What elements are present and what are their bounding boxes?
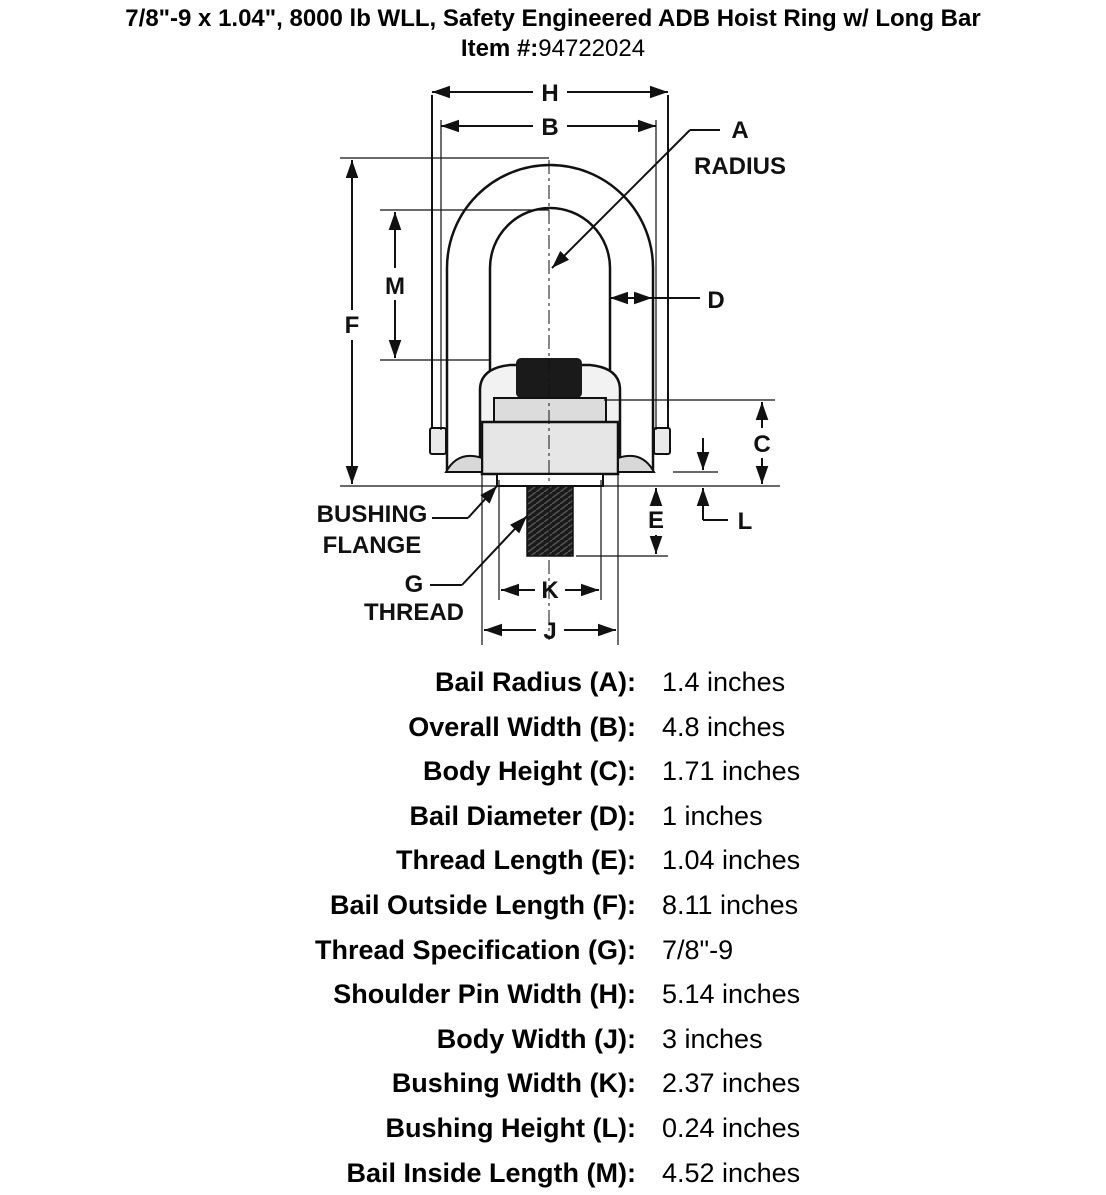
bushing-cap (494, 398, 606, 422)
main-body (482, 422, 618, 474)
spec-label: Bail Inside Length (M): (346, 1157, 636, 1188)
label-f: F (344, 312, 360, 339)
label-thread: THREAD (364, 599, 464, 626)
spec-row (0, 928, 1106, 973)
label-m: M (385, 273, 405, 300)
spec-row (0, 1017, 1106, 1062)
label-l: L (737, 508, 753, 535)
spec-label: Shoulder Pin Width (H): (333, 979, 636, 1010)
spec-row (0, 1106, 1106, 1151)
item-number: 94722024 (538, 35, 646, 62)
threaded-stud (527, 486, 573, 556)
label-k: K (541, 577, 559, 604)
left-shoulder-pin (430, 428, 446, 454)
spec-value: 8.11 inches (662, 889, 799, 920)
spec-value: 1.71 inches (662, 756, 801, 787)
bushing-flange (497, 474, 603, 486)
spec-label: Bushing Width (K): (391, 1068, 636, 1099)
page-title: 7/8"-9 x 1.04", 8000 lb WLL, Safety Engineered ADB Hoist Ring w/ Long Bar (125, 5, 981, 32)
spec-label: Bail Diameter (D): (409, 800, 636, 831)
spec-row (0, 749, 1106, 794)
spec-value: 1 inches (662, 800, 763, 831)
spec-label: Bail Radius (A): (434, 667, 636, 697)
spec-row (0, 794, 1106, 839)
bail-foot-left (446, 456, 482, 472)
label-b: B (541, 114, 559, 141)
spec-value: 1.04 inches (662, 845, 801, 876)
spec-value: 4.52 inches (662, 1157, 801, 1188)
label-radius: RADIUS (693, 153, 787, 180)
spec-label: Thread Specification (G): (314, 934, 636, 965)
spec-row (0, 705, 1106, 750)
spec-row (0, 972, 1106, 1017)
spec-value: 1.4 inches (662, 667, 786, 697)
label-c: C (753, 431, 771, 458)
spec-row (0, 660, 1106, 705)
label-h: H (541, 80, 559, 107)
specifications-table (0, 660, 1106, 1195)
label-flange: FLANGE (322, 532, 422, 559)
spec-label: Overall Width (B): (408, 711, 636, 742)
bail-foot-right (618, 456, 654, 472)
spec-value: 5.14 inches (662, 979, 801, 1010)
right-shoulder-pin (654, 428, 670, 454)
spec-value: 2.37 inches (662, 1068, 801, 1099)
label-d: D (707, 287, 725, 314)
spec-value: 3 inches (662, 1023, 763, 1054)
spec-row (0, 838, 1106, 883)
label-a: A (731, 117, 749, 144)
spec-row (0, 1061, 1106, 1106)
label-j: J (543, 618, 557, 645)
spec-row (0, 1151, 1106, 1195)
spec-value: 7/8"-9 (662, 934, 734, 965)
spec-label: Body Width (J): (436, 1023, 636, 1054)
spec-value: 0.24 inches (662, 1112, 801, 1143)
spec-label: Thread Length (E): (396, 845, 636, 876)
item-number-label: Item #: (460, 35, 539, 62)
spec-row (0, 883, 1106, 928)
spec-label: Bail Outside Length (F): (330, 889, 636, 920)
spec-label: Body Height (C): (423, 756, 636, 787)
spec-value: 4.8 inches (662, 711, 786, 742)
label-bushing: BUSHING (316, 501, 428, 528)
spec-label: Bushing Height (L): (385, 1112, 636, 1143)
label-e: E (647, 507, 665, 534)
label-g: G (404, 571, 424, 598)
